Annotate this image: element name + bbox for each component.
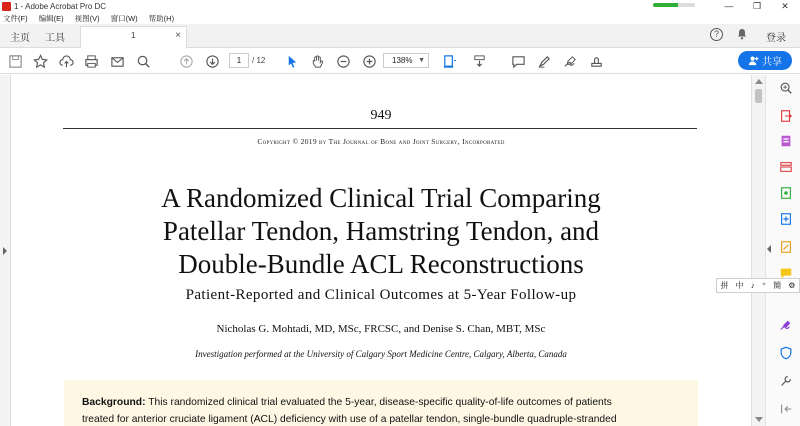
abstract-text-1: This randomized clinical trial evaluated the 5-year, disease-specific quality-of-life outcomes of patients: [148, 397, 612, 408]
page-up-icon[interactable]: [177, 52, 195, 70]
edit-pdf-icon[interactable]: [778, 159, 794, 175]
share-button-label: 共享: [762, 57, 782, 68]
fit-page-icon[interactable]: [440, 52, 458, 70]
zoom-icon[interactable]: [778, 80, 794, 96]
email-icon[interactable]: [108, 52, 126, 70]
article-title-line-1: A Randomized Clinical Trial Comparing: [161, 183, 601, 213]
print-icon[interactable]: [82, 52, 100, 70]
export-pdf-icon[interactable]: [778, 108, 794, 124]
document-tab-label: 1: [131, 31, 136, 40]
scroll-thumb[interactable]: [755, 89, 762, 103]
ime-chinese-mode[interactable]: 中: [735, 281, 744, 290]
send-for-signature-icon[interactable]: [778, 317, 794, 333]
abstract-line-2: [82, 411, 680, 426]
ime-moon-icon[interactable]: ♪: [750, 281, 755, 290]
menu-view[interactable]: 视图(V): [74, 13, 100, 23]
ime-settings-icon[interactable]: ⚙: [788, 281, 796, 290]
zoom-level-value: 138%: [392, 56, 413, 65]
chevron-down-icon: ▼: [418, 57, 425, 64]
header-rule: [63, 128, 697, 129]
tab-bar: [0, 24, 800, 48]
window-title: 1 - Adobe Acrobat Pro DC: [14, 1, 107, 11]
article-subtitle: Patient-Reported and Clinical Outcomes at 5-Year Follow-up: [185, 287, 577, 303]
progress-bar: [653, 3, 695, 7]
expand-arrow-icon[interactable]: [3, 247, 7, 255]
ime-simplified-mode[interactable]: 簡: [773, 281, 782, 290]
sign-icon[interactable]: [561, 52, 579, 70]
save-icon[interactable]: [6, 52, 24, 70]
zoom-level-select[interactable]: [383, 53, 429, 68]
create-pdf-icon[interactable]: [778, 133, 794, 149]
scroll-down-icon[interactable]: [755, 417, 763, 422]
close-window-button[interactable]: ✕: [781, 1, 789, 11]
maximize-button[interactable]: ❐: [752, 1, 762, 11]
left-navigation-pane[interactable]: [0, 75, 11, 426]
scroll-up-icon[interactable]: [755, 79, 763, 84]
organize-pages-icon[interactable]: [778, 185, 794, 201]
menu-bar: [0, 12, 800, 24]
abstract-box: [64, 380, 698, 426]
help-button[interactable]: ?: [710, 28, 723, 41]
notifications-bell-icon[interactable]: [736, 28, 748, 43]
collapse-pane-icon[interactable]: [778, 401, 794, 417]
menu-edit[interactable]: 编辑(E): [38, 13, 64, 23]
menu-window[interactable]: 窗口(W): [110, 13, 138, 23]
acrobat-logo-icon: [2, 2, 11, 11]
share-button[interactable]: [738, 51, 792, 70]
abstract-line-1: [82, 394, 680, 411]
zoom-in-icon[interactable]: [360, 52, 378, 70]
more-tools-icon[interactable]: [778, 373, 794, 389]
copyright-line: Copyright © 2019 by The Journal of Bone and Joint Surgery, Incorporated: [257, 137, 505, 146]
protect-icon[interactable]: [778, 345, 794, 361]
stamp-icon[interactable]: [587, 52, 605, 70]
upload-icon[interactable]: [57, 52, 75, 70]
bookmark-star-icon[interactable]: [31, 52, 49, 70]
ime-toolbar[interactable]: [716, 278, 800, 293]
vertical-scrollbar[interactable]: [751, 75, 765, 426]
comment-icon[interactable]: [509, 52, 527, 70]
document-viewer[interactable]: [11, 75, 751, 426]
article-institution: Investigation performed at the University of Calgary Sport Medicine Centre, Calgary, Alberta, Canada: [195, 349, 567, 359]
right-tools-pane: [765, 75, 800, 426]
hand-icon[interactable]: [308, 52, 326, 70]
progress-fill: [653, 3, 678, 7]
tab-document[interactable]: [80, 26, 187, 48]
menu-file[interactable]: 文件(F): [3, 13, 28, 23]
fill-sign-icon[interactable]: [778, 239, 794, 255]
close-tab-button[interactable]: ×: [175, 30, 181, 41]
article-title-line-3: Double-Bundle ACL Reconstructions: [178, 249, 584, 279]
tab-tools[interactable]: 工具: [45, 33, 65, 44]
article-title-line-2: Patellar Tendon, Hamstring Tendon, and: [162, 216, 600, 246]
page-number-input[interactable]: 1: [229, 53, 249, 68]
page-down-icon[interactable]: [203, 52, 221, 70]
add-person-icon: [748, 55, 759, 66]
combine-files-icon[interactable]: [778, 211, 794, 227]
journal-page-number: 949: [370, 108, 392, 123]
menu-help[interactable]: 帮助(H): [148, 13, 175, 23]
zoom-out-icon[interactable]: [334, 52, 352, 70]
tab-home[interactable]: 主页: [10, 33, 30, 44]
title-bar: [0, 0, 800, 12]
select-cursor-icon[interactable]: [283, 52, 301, 70]
minimize-button[interactable]: —: [724, 1, 734, 11]
scroll-mode-icon[interactable]: [470, 52, 488, 70]
search-icon[interactable]: [134, 52, 152, 70]
ime-logo-icon[interactable]: 拼: [720, 281, 729, 290]
article-title: [11, 182, 751, 281]
login-link[interactable]: 登录: [766, 33, 786, 44]
article-authors: Nicholas G. Mohtadi, MD, MSc, FRCSC, and Denise S. Chan, MBT, MSc: [216, 323, 546, 335]
abstract-text-2: treated for anterior cruciate ligament (ACL) deficiency with use of a patellar tendon, single-bundle quadruple-stranded: [82, 414, 617, 425]
ime-punctuation-icon[interactable]: ⁺: [761, 281, 767, 290]
highlight-icon[interactable]: [535, 52, 553, 70]
collapse-arrow-icon[interactable]: [767, 245, 771, 253]
toolbar: [0, 48, 800, 74]
page-total: / 12: [252, 56, 266, 65]
abstract-heading: Background:: [82, 397, 146, 408]
